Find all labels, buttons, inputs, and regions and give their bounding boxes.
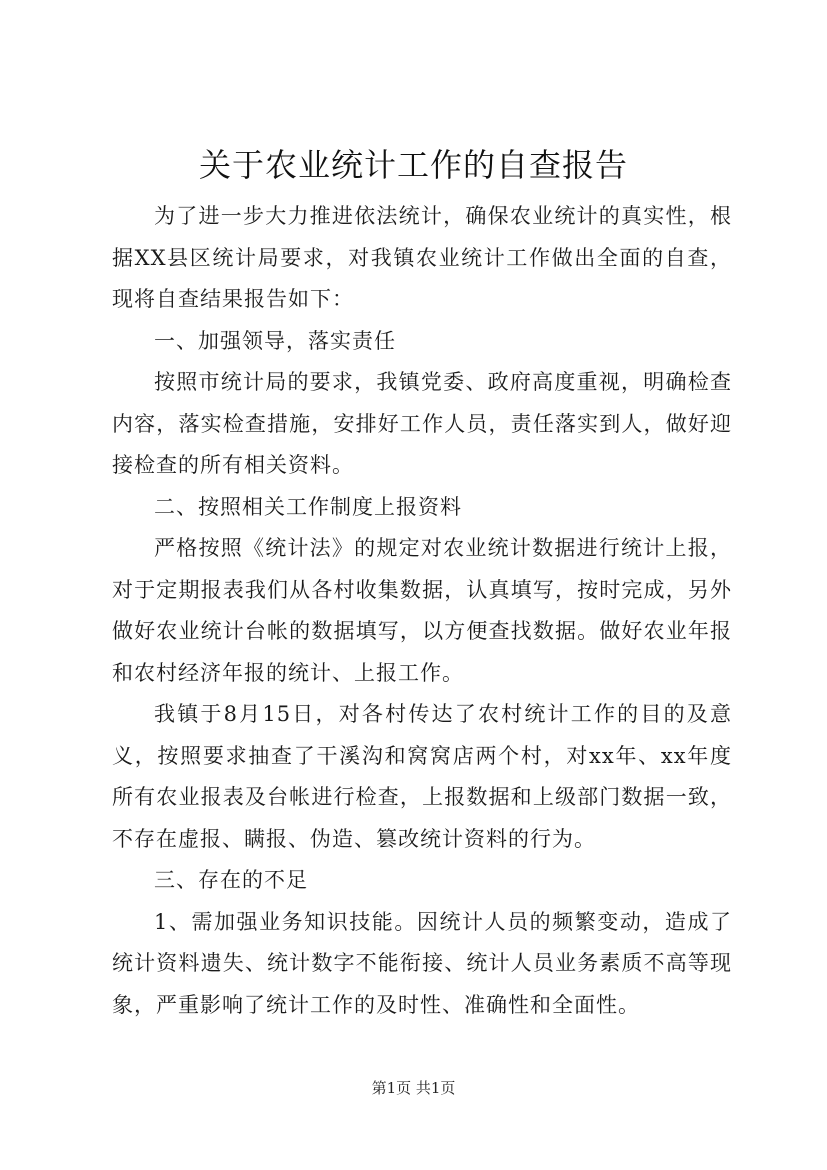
section-heading-2: 二、按照相关工作制度上报资料 (154, 494, 462, 519)
paragraph-section-2b: 我镇于8月15日，对各村传达了农村统计工作的目的及意义，按照要求抽查了干溪沟和窝窝店两个村，对xx年、xx年度所有农业报表及台帐进行检查，上报数据和上级部门数据一致，不存在虚报、瞒报、伪造、篡改统计资料的行为。 (112, 702, 732, 851)
document-body (112, 196, 732, 1026)
paragraph-section-3: 1、需加强业务知识技能。因统计人员的频繁变动，造成了统计资料遗失、统计数字不能衔接、统计人员业务素质不高等现象，严重影响了统计工作的及时性、准确性和全面性。 (112, 909, 732, 1017)
paragraph-intro: 为了进一步大力推进依法统计，确保农业统计的真实性，根据XX县区统计局要求，对我镇农业统计工作做出全面的自查，现将自查结果报告如下： (112, 204, 732, 311)
section-heading-1: 一、加强领导，落实责任 (154, 328, 396, 353)
paragraph-section-2a: 严格按照《统计法》的规定对农业统计数据进行统计上报，对于定期报表我们从各村收集数据，认真填写，按时完成，另外做好农业统计台帐的数据填写，以方便查找数据。做好农业年报和农村经济年报的统计、上报工作。 (112, 536, 732, 685)
page-footer: 第1页 共1页 (371, 1079, 456, 1097)
section-heading-3: 三、存在的不足 (154, 868, 308, 892)
paragraph-section-1: 按照市统计局的要求，我镇党委、政府高度重视，明确检查内容，落实检查措施，安排好工作人员，责任落实到人，做好迎接检查的所有相关资料。 (112, 370, 732, 477)
document-title: 关于农业统计工作的自查报告 (198, 146, 628, 184)
